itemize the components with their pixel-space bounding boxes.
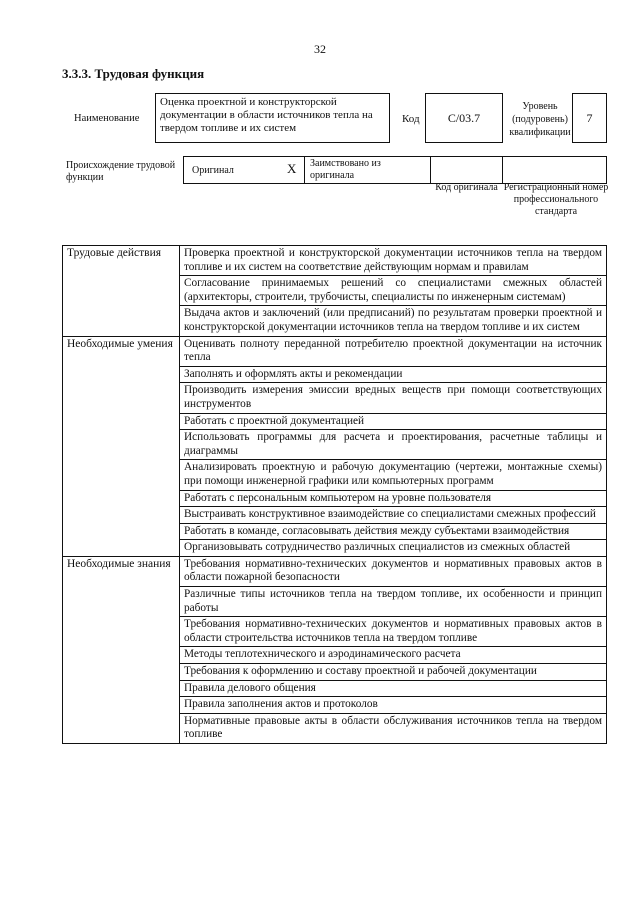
knowledge-item: Требования к оформлению и составу проектной и рабочей документации <box>180 664 607 681</box>
original-mark: X <box>287 161 297 176</box>
skills-item: Анализировать проектную и рабочую документацию (чертежи, монтажные схемы) при помощи инженерной графики или компьютерных программ <box>180 460 607 490</box>
knowledge-item: Нормативные правовые акты в области обслуживания источников тепла на твердом топливе <box>180 713 607 743</box>
function-table <box>62 245 607 744</box>
section-title: 3.3.3. Трудовая функция <box>62 66 205 81</box>
knowledge-item: Различные типы источников тепла на твердом топливе, их особенности и принцип работы <box>180 587 607 617</box>
knowledge-item: Требования нормативно-технических документов и нормативных правовых актов в области пожарной безопасности <box>180 556 607 586</box>
skills-item: Организовывать сотрудничество различных специалистов из смежных областей <box>180 540 607 557</box>
level-value: 7 <box>586 110 593 125</box>
code-value: С/03.7 <box>447 110 481 125</box>
labor-actions-item: Согласование принимаемых решений со специалистами смежных областей (архитекторы, строители, трубочисты, специалисты по инженерным системам) <box>180 276 607 306</box>
reg-number-box <box>502 156 607 184</box>
skills-item: Заполнять и оформлять акты и рекомендации <box>180 366 607 383</box>
table-row <box>63 556 607 586</box>
code-value-box <box>425 93 503 143</box>
level-label: Уровень (подуровень) квалификации <box>509 101 571 138</box>
skills-item: Производить измерения эмиссии вредных веществ при помощи соответствующих инструментов <box>180 383 607 413</box>
borrowed-label: Заимствовано из оригинала <box>310 158 381 181</box>
level-value-box <box>572 93 607 143</box>
table-row <box>63 336 607 366</box>
origin-label: Происхождение трудовой функции <box>66 160 176 183</box>
knowledge-item: Правила делового общения <box>180 680 607 697</box>
original-label: Оригинал <box>192 165 234 176</box>
function-name-box <box>155 93 390 143</box>
labor-actions-item: Выдача актов и заключений (или предписаний) по результатам проверки проектной и конструкторской документации источников тепла на твердом топливе и их систем <box>180 306 607 336</box>
original-box <box>183 156 305 184</box>
labor-actions-label: Трудовые действия <box>63 246 180 337</box>
skills-item: Выстраивать конструктивное взаимодействие со специалистами смежных профессий <box>180 507 607 524</box>
knowledge-item: Требования нормативно-технических документов и нормативных правовых актов в области строительства источников тепла на твердом топливе <box>180 617 607 647</box>
labor-actions-item: Проверка проектной и конструкторской документации источников тепла на твердом топливе и их систем на соответствие действующим нормам и правилам <box>180 246 607 276</box>
knowledge-item: Методы теплотехнического и аэродинамического расчета <box>180 647 607 664</box>
name-label: Наименование <box>74 113 140 124</box>
code-label: Код <box>402 113 420 125</box>
borrowed-box <box>304 156 431 184</box>
skills-item: Оценивать полноту переданной потребителю проектной документации на источник тепла <box>180 336 607 366</box>
skills-label: Необходимые умения <box>63 336 180 556</box>
reg-number-label: Регистрационный номер профессионального стандарта <box>503 182 609 217</box>
skills-item: Работать с персональным компьютером на уровне пользователя <box>180 490 607 507</box>
code-original-box <box>430 156 503 184</box>
code-original-label: Код оригинала <box>435 182 498 193</box>
knowledge-item: Правила заполнения актов и протоколов <box>180 697 607 714</box>
skills-item: Работать с проектной документацией <box>180 413 607 430</box>
skills-item: Работать в команде, согласовывать действия между субъектами взаимодействия <box>180 523 607 540</box>
knowledge-label: Необходимые знания <box>63 556 180 743</box>
function-name: Оценка проектной и конструкторской документации в области источников тепла на твердом топливе и их систем <box>160 96 373 134</box>
page-number: 32 <box>314 42 326 56</box>
skills-item: Использовать программы для расчета и проектирования, расчетные таблицы и диаграммы <box>180 430 607 460</box>
table-row <box>63 246 607 276</box>
